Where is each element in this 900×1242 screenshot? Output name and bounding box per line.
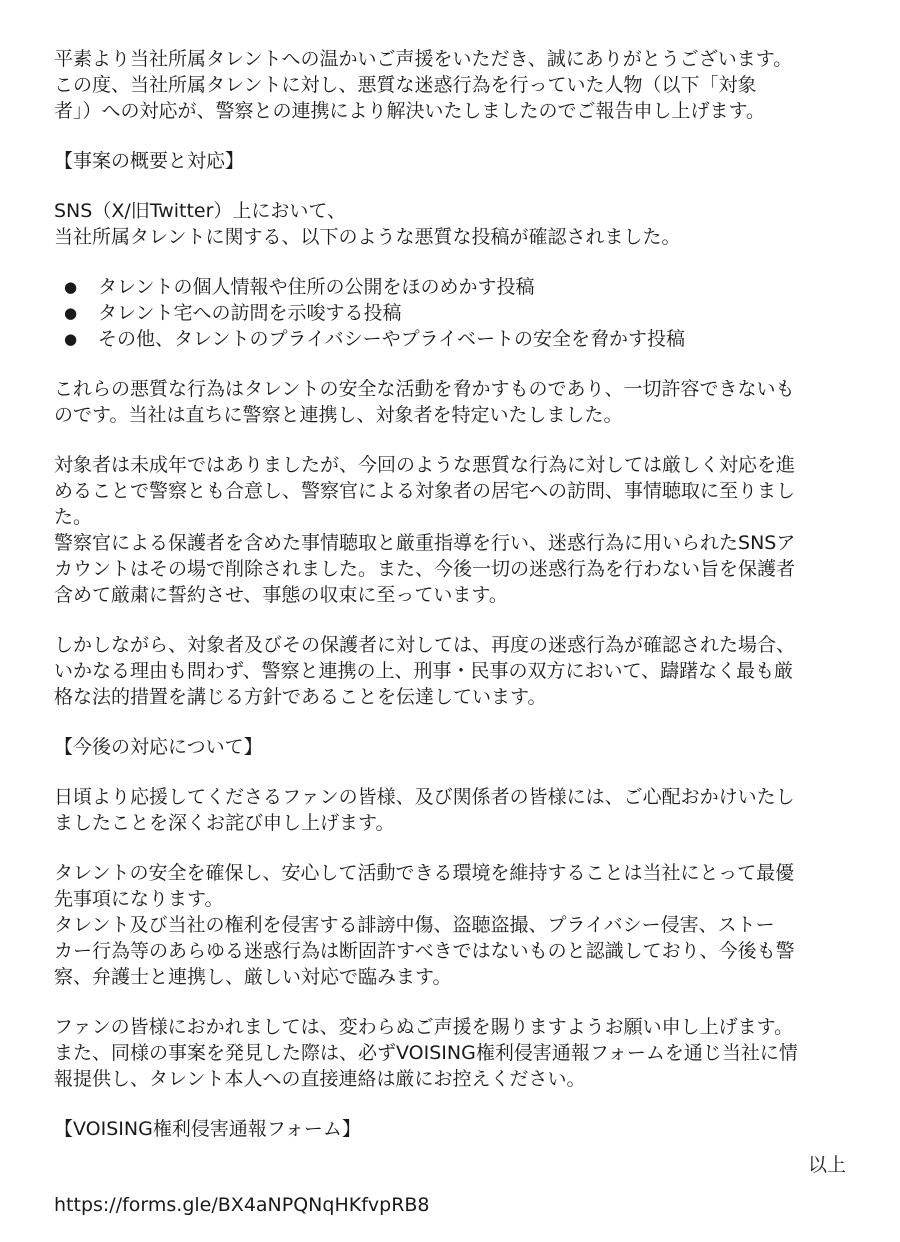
section-heading-overview: 【事案の概要と対応】 [54,150,245,172]
response-paragraph: これらの悪質な行為はタレントの安全な活動を脅かすものであり、一切許容できないも のです。当社は直ちに警察と連携し、対象者を特定いたしました。 [54,378,795,426]
request-paragraph: ファンの皆様におかれましては、変わらぬご声援を賜りますようお願い申し上げます。 また、同様の事案を発見した際は、必ずVOISING権利侵害通報フォームを通じ当社に情 報提供し、タレント本人への直接連絡は厳にお控えください。 [54,1016,798,1090]
form-link-container [54,1166,854,1218]
legal-warning-paragraph: しかしながら、対象者及びその保護者に対しては、再度の迷惑行為が確認された場合、 いかなる理由も問わず、警察と連携の上、刑事・民事の双方において、躊躇なく最も厳 格な法的措置を講じる方針であることを伝達しています。 [54,634,796,708]
report-form-link[interactable]: https://forms.gle/BX4aNPQNqHKfvpRB8 [54,1194,430,1216]
bullet-item: ● タレントの個人情報や住所の公開をほのめかす投稿 [54,274,854,300]
policy-paragraph: タレントの安全を確保し、安心して活動できる環境を維持することは当社にとって最優 先事項になります。 タレント及び当社の権利を侵害する誹謗中傷、盗聴盗撮、プライバシー侵害、ストー カー行為等のあらゆる迷惑行為は断固許すべきではないものと認識しており、今後も警 察、弁護士と連携し、厳しい対応で臨みます。 [54,862,795,988]
announcement-document [54,46,854,1242]
bullet-item: ● その他、タレントのプライバシーやプライベートの安全を脅かす投稿 [54,326,854,352]
section-heading-future: 【今後の対応について】 [54,736,263,758]
form-heading: 【VOISING権利侵害通報フォーム】 [54,1118,361,1140]
police-action-paragraph: 対象者は未成年ではありましたが、今回のような悪質な行為に対しては厳しく対応を進 めることで警察とも合意し、警察官による対象者の居宅への訪問、事情聴取に至りまし た。 警察官による保護者を含めた事情聴取と厳重指導を行い、迷惑行為に用いられたSNSア カウントはその場で削除されました。また、今後一切の迷惑行為を行わない旨を保護者 含めて厳粛に誓約させ、事態の収束に至っています。 [54,454,796,606]
intro-paragraph: 平素より当社所属タレントへの温かいご声援をいただき、誠にありがとうございます。 この度、当社所属タレントに対し、悪質な迷惑行為を行っていた人物（以下「対象 者」）への対応が、警察との連携により解決いたしましたのでご報告申し上げます。 [54,48,793,122]
bullet-item: ● タレント宅への訪問を示唆する投稿 [54,300,854,326]
closing-text: 以上 [807,1154,846,1176]
apology-paragraph: 日頃より応援してくださるファンの皆様、及び関係者の皆様には、ご心配おかけいたし ましたことを深くお詫び申し上げます。 [54,786,795,834]
incident-bullet-list [54,274,854,352]
overview-lead-paragraph: SNS（X/旧Twitter）上において、 当社所属タレントに関する、以下のような悪質な投稿が確認されました。 [54,200,681,248]
